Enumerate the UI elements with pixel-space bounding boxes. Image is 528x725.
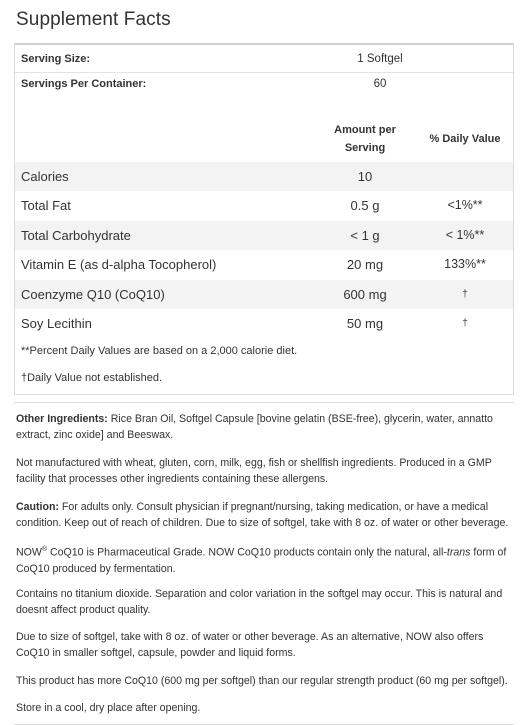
daily-value-header: % Daily Value: [429, 133, 501, 145]
caution-note: [16, 499, 516, 531]
nutrient-daily-value: †: [462, 289, 468, 300]
storage-note: Store in a cool, dry place after opening.: [16, 702, 201, 714]
nutrient-amount: 50 mg: [346, 316, 384, 331]
amount-header-line2: Serving: [344, 142, 386, 154]
servings-per-container-value: 60: [373, 78, 387, 90]
nutrient-name: Vitamin E (as d-alpha Tocopherol): [21, 257, 217, 272]
nutrient-row-total-carbohydrate: [15, 221, 513, 250]
section-divider: [14, 402, 514, 403]
grade-note-text: CoQ10 is Pharmaceutical Grade. NOW CoQ10 products contain only the natural, all-: [47, 546, 447, 559]
nutrient-amount: < 1 g: [350, 228, 380, 243]
nutrient-daily-value: 133%**: [444, 257, 486, 271]
grade-note-end: form of CoQ10 produced by fermentation.: [16, 546, 507, 575]
nutrient-amount: 0.5 g: [350, 198, 380, 213]
nutrient-row-calories: [15, 162, 513, 191]
nutrient-row-total-fat: [15, 191, 513, 220]
nutrient-name: Total Carbohydrate: [21, 228, 131, 243]
brand-name: NOW: [16, 546, 42, 559]
nutrient-name: Calories: [21, 169, 69, 184]
nutrient-name: Coenzyme Q10 (CoQ10): [21, 287, 165, 302]
nutrient-daily-value: <1%**: [447, 198, 483, 212]
amount-per-serving-header: [315, 121, 415, 157]
titanium-note: Contains no titanium dioxide. Separation and color variation in the softgel may occur. This is natural and doesnt affect product quality.: [16, 588, 503, 616]
nutrient-row-soy-lecithin: [15, 309, 513, 338]
percent-daily-value-footnote: **Percent Daily Values are based on a 2,000 calorie diet.: [21, 345, 298, 357]
strength-note: This product has more CoQ10 (600 mg per softgel) than our regular strength product (60 mg per softgel).: [16, 675, 508, 687]
amount-header-line1: Amount per: [334, 124, 396, 136]
trans-italic: trans: [446, 546, 471, 559]
page-title: Supplement Facts: [16, 9, 171, 30]
allergen-note: Not manufactured with wheat, gluten, corn, milk, egg, fish or shellfish ingredients. Produced in a GMP facility that processes other ingredients containing these allergens.: [16, 457, 492, 485]
nutrient-daily-value: < 1%**: [445, 228, 485, 242]
size-note: Due to size of softgel, take with 8 oz. of water or other beverage. As an alternative, NOW also offers CoQ10 in smaller softgel, capsule, powder and liquid forms.: [16, 631, 484, 659]
nutrient-name: Soy Lecithin: [21, 316, 92, 331]
other-ingredients-label: Other Ingredients:: [16, 413, 108, 425]
caution-label: Caution:: [16, 501, 59, 513]
servings-per-container-label: Servings Per Container:: [21, 78, 147, 90]
serving-size-label: Serving Size:: [21, 53, 91, 65]
nutrient-row-coq10: [15, 280, 513, 309]
registered-mark: ®: [41, 546, 48, 553]
supplement-facts-panel: [14, 43, 514, 395]
nutrient-daily-value: †: [462, 318, 468, 329]
grade-note: [16, 542, 516, 577]
daily-value-not-established-footnote: †Daily Value not established.: [21, 372, 163, 384]
serving-size-value: 1 Softgel: [357, 53, 403, 65]
caution-text: For adults only. Consult physician if pregnant/nursing, taking medication, or have a medical condition. Keep out of reach of children. Due to size of softgel, take with 8 oz. of water or other beverage.: [16, 501, 509, 529]
nutrient-row-vitamin-e: [15, 250, 513, 279]
other-ingredients-text: Rice Bran Oil, Softgel Capsule [bovine gelatin (BSE-free), glycerin, water, annatto extract, zinc oxide] and Beeswax.: [16, 413, 493, 441]
other-ingredients: [16, 411, 516, 443]
nutrient-amount: 20 mg: [346, 257, 384, 272]
nutrient-amount: 10: [357, 169, 373, 184]
nutrient-amount: 600 mg: [343, 287, 387, 302]
nutrient-name: Total Fat: [21, 198, 71, 213]
